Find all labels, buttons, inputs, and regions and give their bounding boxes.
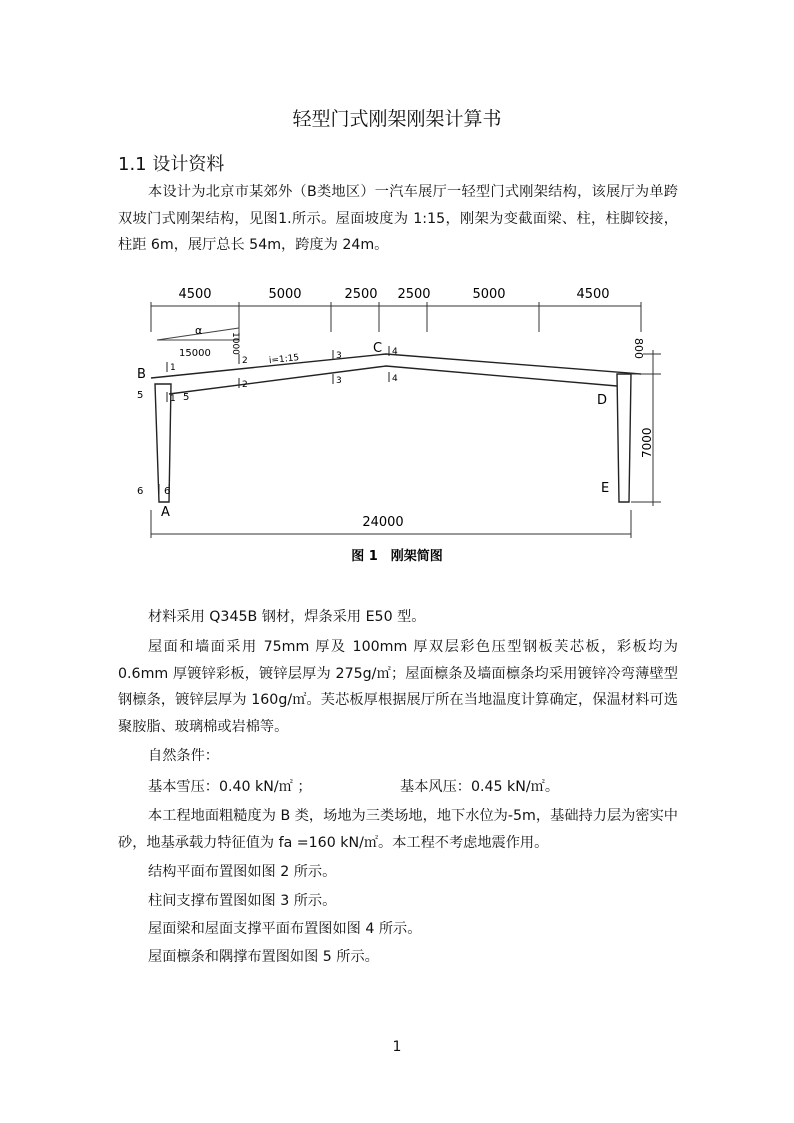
slope-run: 15000 xyxy=(179,348,211,359)
rise-dim: 800 xyxy=(632,338,645,359)
mark-3b: 3 xyxy=(336,376,342,386)
frame-figure xyxy=(121,270,674,570)
dim-3: 2500 xyxy=(344,287,378,302)
mark-3a: 3 xyxy=(336,351,342,361)
mark-4a: 4 xyxy=(392,347,398,357)
ref-line-1: 结构平面布置图如图 2 所示。 xyxy=(148,864,337,880)
slope-rise: 1000 xyxy=(230,332,240,355)
section-heading: 1.1 设计资料 xyxy=(118,154,225,175)
snow-load: 基本雪压：0.40 kN/㎡ ； xyxy=(148,779,312,795)
frame-diagram xyxy=(121,270,674,570)
mark-6b: 6 xyxy=(164,486,171,497)
node-c: C xyxy=(373,341,383,356)
dim-2: 5000 xyxy=(268,287,302,302)
wind-load: 基本风压：0.45 kN/㎡。 xyxy=(400,779,560,795)
page-title: 轻型门式刚架刚架计算书 xyxy=(292,108,502,130)
mark-4b: 4 xyxy=(392,374,398,384)
height-dim: 7000 xyxy=(640,427,654,458)
mark-6a: 6 xyxy=(137,486,144,497)
dim-6: 4500 xyxy=(576,287,610,302)
dim-5: 5000 xyxy=(472,287,506,302)
span-dim: 24000 xyxy=(362,515,404,530)
ref-line-2: 柱间支撑布置图如图 3 所示。 xyxy=(148,893,337,909)
mark-5b: 5 xyxy=(183,392,190,403)
material-line: 材料采用 Q345B 钢材，焊条采用 E50 型。 xyxy=(148,609,426,625)
natural-conditions-label: 自然条件： xyxy=(148,748,219,764)
mark-5a: 5 xyxy=(137,390,144,401)
node-a: A xyxy=(161,505,170,520)
slope-label: i=1:15 xyxy=(268,353,300,367)
page-number: 1 xyxy=(392,1039,402,1055)
mark-2b: 2 xyxy=(242,380,248,390)
intro-paragraph: 本设计为北京市某郊外（B类地区）一汽车展厅一轻型门式刚架结构，该展厅为单跨双坡门式刚架结构，见图1.所示。屋面坡度为 1:15，刚架为变截面梁、柱，柱脚铰接，柱距 6m，展厅总长 54m，跨度为 24m。 xyxy=(118,184,678,253)
ref-line-4: 屋面檩条和隅撑布置图如图 5 所示。 xyxy=(148,949,379,965)
node-e: E xyxy=(601,481,610,496)
slope-symbol: α xyxy=(195,324,203,337)
figure-caption: 图 1 刚架简图 xyxy=(351,549,443,564)
dim-1: 4500 xyxy=(178,287,212,302)
mark-2a: 2 xyxy=(242,356,248,366)
ref-line-3: 屋面梁和屋面支撑平面布置图如图 4 所示。 xyxy=(148,921,422,937)
mark-1b: 1 xyxy=(170,394,176,404)
cladding-paragraph: 屋面和墙面采用 75mm 厚及 100mm 厚双层彩色压型钢板芙芯板，彩板均为 0.6mm 厚镀锌彩板，镀锌层厚为 275g/㎡；屋面檩条及墙面檩条均采用镀锌冷弯薄壁型钢檩条，镀锌层厚为 160g/㎡。芙芯板厚根据展厅所在当地温度计算确定，保温材料可选聚胺脂、玻璃棉或岩棉等。 xyxy=(118,639,678,735)
ground-paragraph: 本工程地面粗糙度为 B 类，场地为三类场地，地下水位为-5m，基础持力层为密实中砂，地基承载力特征值为 fa =160 kN/㎡。本工程不考虑地震作用。 xyxy=(118,808,678,851)
node-b: B xyxy=(137,367,146,382)
dim-4: 2500 xyxy=(397,287,431,302)
mark-1a: 1 xyxy=(170,363,176,373)
node-d: D xyxy=(597,393,608,408)
